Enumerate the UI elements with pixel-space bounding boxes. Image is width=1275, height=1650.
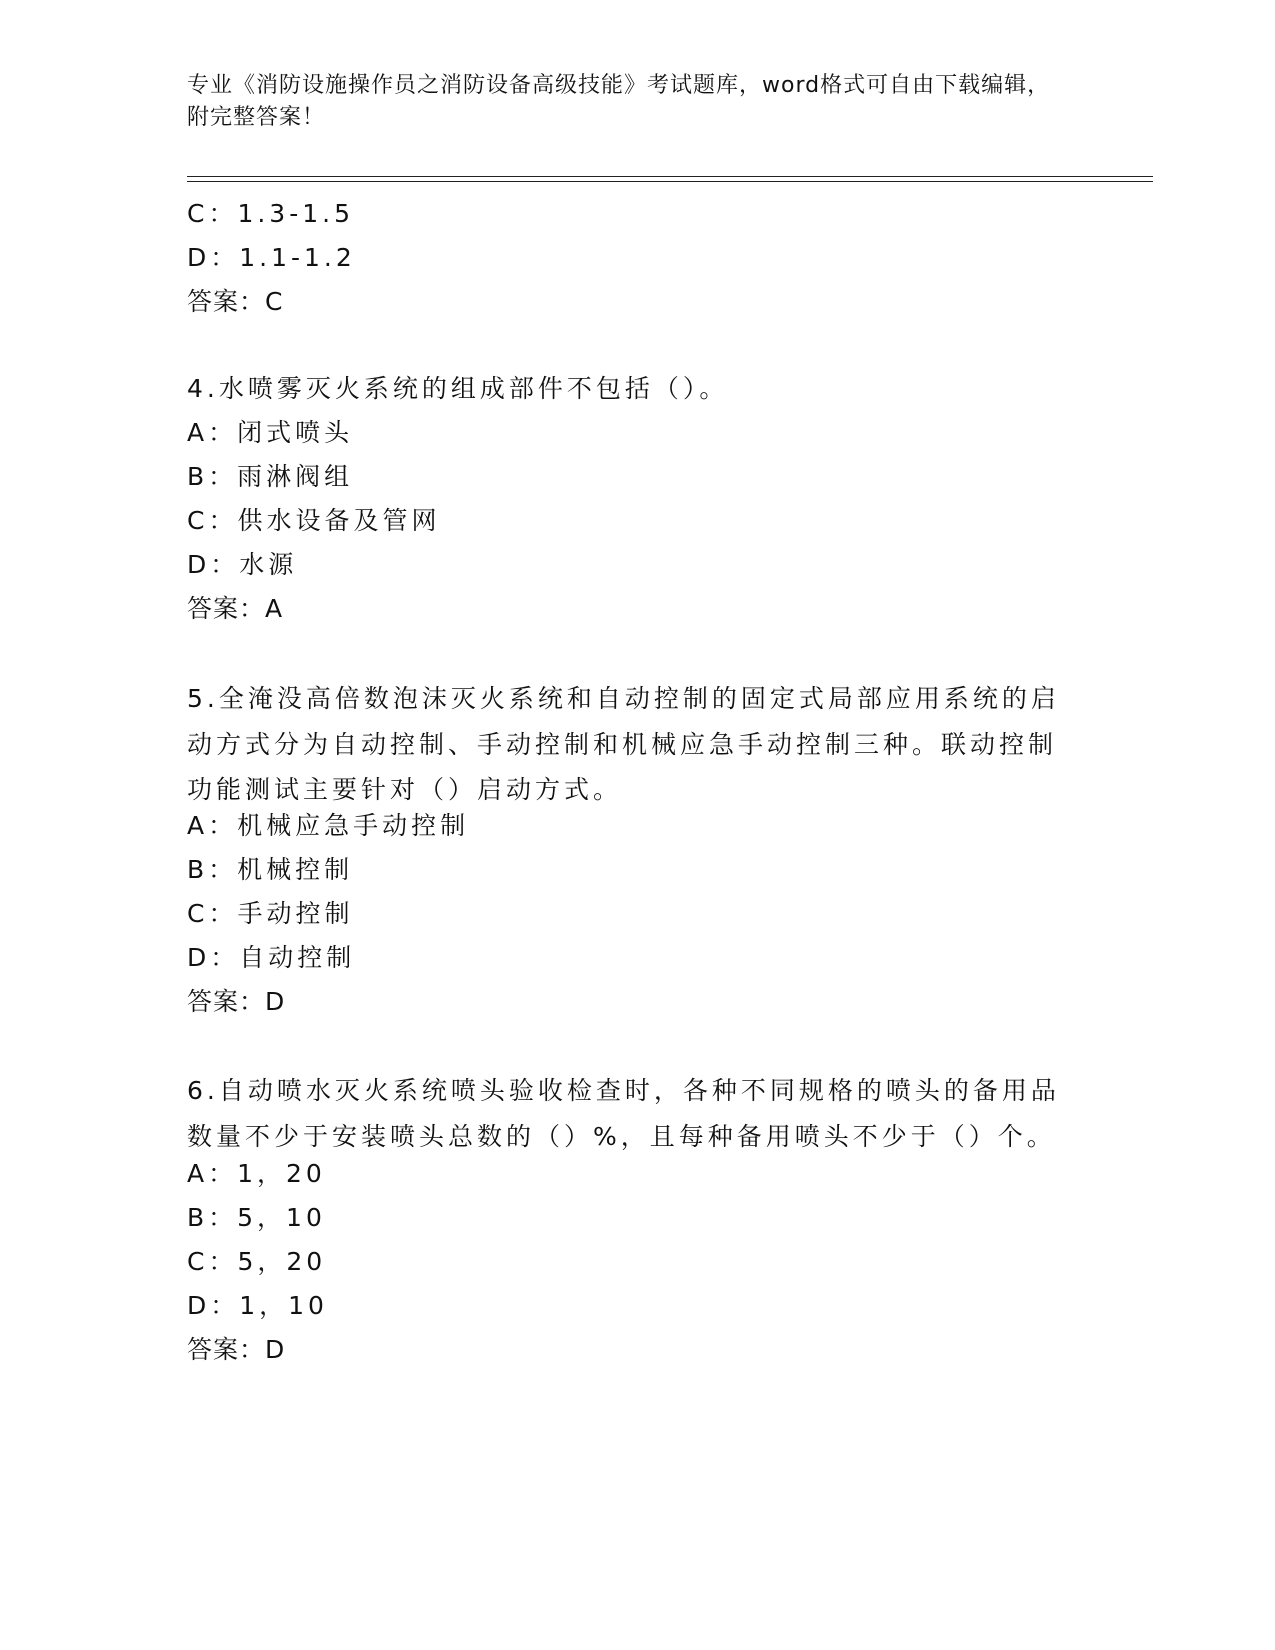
q4-option-c: C：供水设备及管网 (187, 506, 441, 535)
document-header: 专业《消防设施操作员之消防设备高级技能》考试题库，word格式可自由下载编辑，附完整答案！ (187, 73, 1051, 130)
q5-answer: 答案：D (187, 987, 286, 1016)
q3-answer: 答案：C (187, 287, 284, 316)
q6-stem: 6.自动喷水灭火系统喷头验收检查时，各种不同规格的喷头的备用品数量不少于安装喷头总数的（）%，且每种备用喷头不少于（）个。 (187, 1076, 1060, 1151)
q5-stem: 5.全淹没高倍数泡沫灭火系统和自动控制的固定式局部应用系统的启动方式分为自动控制、手动控制和机械应急手动控制三种。联动控制功能测试主要针对（）启动方式。 (187, 684, 1060, 804)
q5-option-b: B：机械控制 (187, 855, 354, 884)
q4-option-b: B：雨淋阀组 (187, 462, 354, 491)
header-rule-bottom (187, 181, 1153, 182)
header-rule-top (187, 176, 1153, 177)
q5-option-c: C：手动控制 (187, 899, 354, 928)
q3-option-d: D：1.1-1.2 (187, 243, 356, 272)
q6-option-c: C：5，20 (187, 1247, 327, 1276)
q4-answer: 答案：A (187, 594, 284, 623)
q5-option-d: D：自动控制 (187, 943, 356, 972)
q3-option-c: C：1.3-1.5 (187, 199, 354, 228)
q4-option-d: D：水源 (187, 550, 298, 579)
q4-stem: 4.水喷雾灭火系统的组成部件不包括（）。 (187, 374, 729, 403)
q6-option-a: A：1，20 (187, 1159, 326, 1188)
q4-option-a: A：闭式喷头 (187, 418, 354, 447)
q6-option-b: B：5，10 (187, 1203, 326, 1232)
q5-option-a: A：机械应急手动控制 (187, 811, 470, 840)
q6-option-d: D：1，10 (187, 1291, 328, 1320)
q6-answer: 答案：D (187, 1335, 286, 1364)
